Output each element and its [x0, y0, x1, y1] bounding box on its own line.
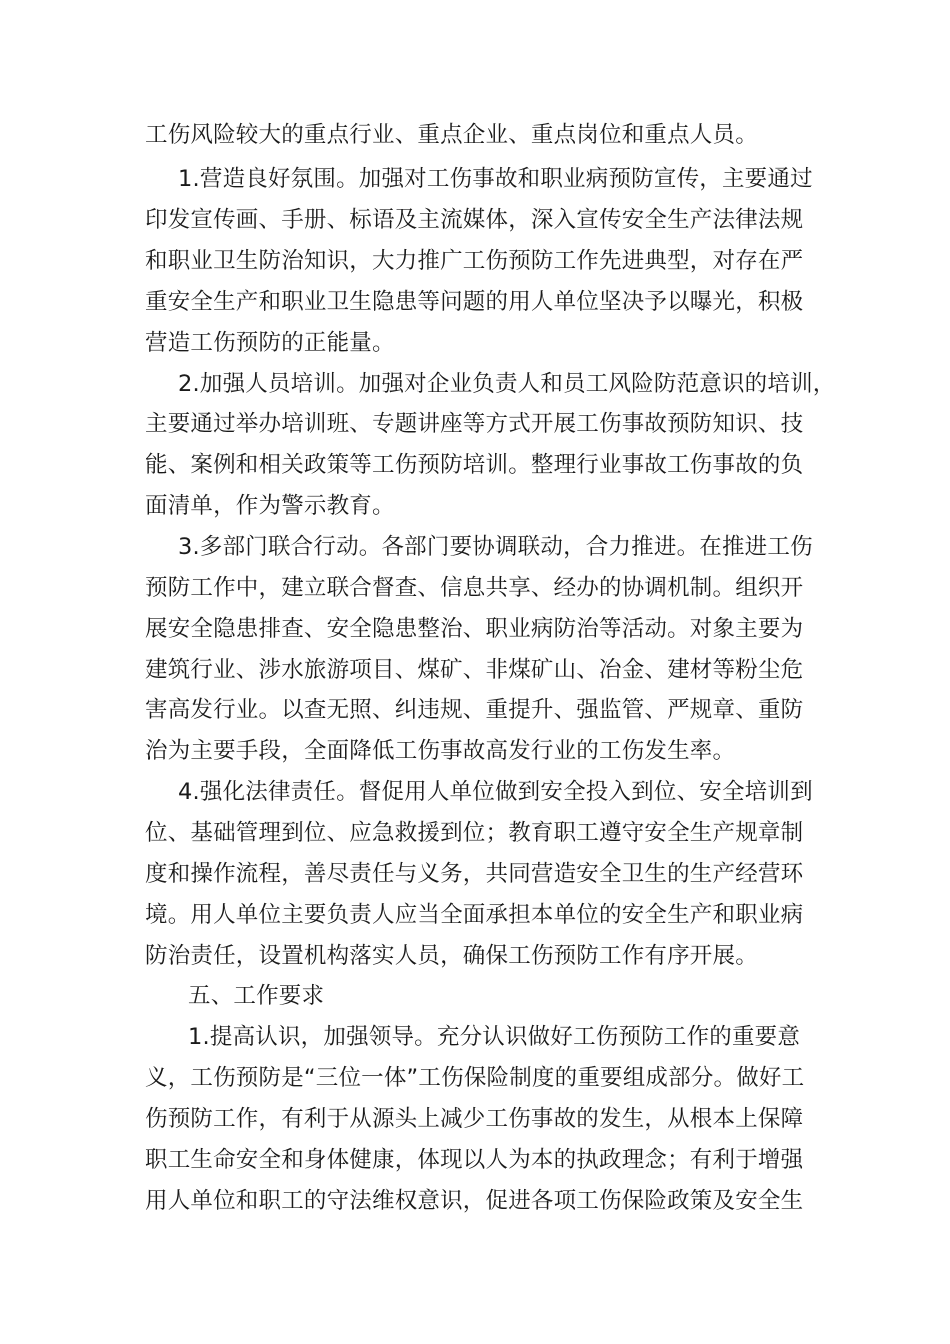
text-line: 用人单位和职工的守法维权意识，促进各项工伤保险政策及安全生	[145, 1188, 804, 1214]
text-line: 伤预防工作，有利于从源头上减少工伤事故的发生，从根本上保障	[145, 1106, 804, 1132]
text-line: 防治责任，设置机构落实人员，确保工伤预防工作有序开展。	[145, 943, 758, 969]
text-line: 印发宣传画、手册、标语及主流媒体，深入宣传安全生产法律法规	[145, 207, 804, 233]
text-line: 位、基础管理到位、应急救援到位；教育职工遵守安全生产规章制	[145, 820, 804, 846]
section-heading: 五、工作要求	[188, 983, 325, 1009]
text-line: 能、案例和相关政策等工伤预防培训。整理行业事故工伤事故的负	[145, 452, 804, 478]
text-line: 1.营造良好氛围。加强对工伤事故和职业病预防宣传，主要通过	[178, 166, 813, 192]
text-line: 工伤风险较大的重点行业、重点企业、重点岗位和重点人员。	[145, 122, 758, 148]
text-line: 4.强化法律责任。督促用人单位做到安全投入到位、安全培训到	[178, 779, 813, 805]
text-line: 建筑行业、涉水旅游项目、煤矿、非煤矿山、冶金、建材等粉尘危	[145, 657, 804, 683]
text-line: 治为主要手段，全面降低工伤事故高发行业的工伤发生率。	[145, 738, 736, 764]
text-line: 义，工伤预防是“三位一体”工伤保险制度的重要组成部分。做好工	[145, 1065, 805, 1091]
text-line: 1.提高认识，加强领导。充分认识做好工伤预防工作的重要意	[188, 1024, 801, 1050]
text-line: 2.加强人员培训。加强对企业负责人和员工风险防范意识的培训，	[178, 371, 836, 397]
text-line: 预防工作中，建立联合督查、信息共享、经办的协调机制。组织开	[145, 575, 804, 601]
text-line: 和职业卫生防治知识，大力推广工伤预防工作先进典型，对存在严	[145, 248, 804, 274]
text-line: 主要通过举办培训班、专题讲座等方式开展工伤事故预防知识、技	[145, 411, 804, 437]
text-line: 3.多部门联合行动。各部门要协调联动，合力推进。在推进工伤	[178, 534, 813, 560]
text-line: 害高发行业。以查无照、纠违规、重提升、强监管、严规章、重防	[145, 697, 804, 723]
text-line: 职工生命安全和身体健康，体现以人为本的执政理念；有利于增强	[145, 1147, 804, 1173]
text-line: 面清单，作为警示教育。	[145, 493, 395, 519]
text-line: 境。用人单位主要负责人应当全面承担本单位的安全生产和职业病	[145, 902, 804, 928]
text-line: 重安全生产和职业卫生隐患等问题的用人单位坚决予以曝光，积极	[145, 289, 804, 315]
text-line: 营造工伤预防的正能量。	[145, 330, 395, 356]
text-line: 度和操作流程，善尽责任与义务，共同营造安全卫生的生产经营环	[145, 861, 804, 887]
text-line: 展安全隐患排查、安全隐患整治、职业病防治等活动。对象主要为	[145, 616, 804, 642]
